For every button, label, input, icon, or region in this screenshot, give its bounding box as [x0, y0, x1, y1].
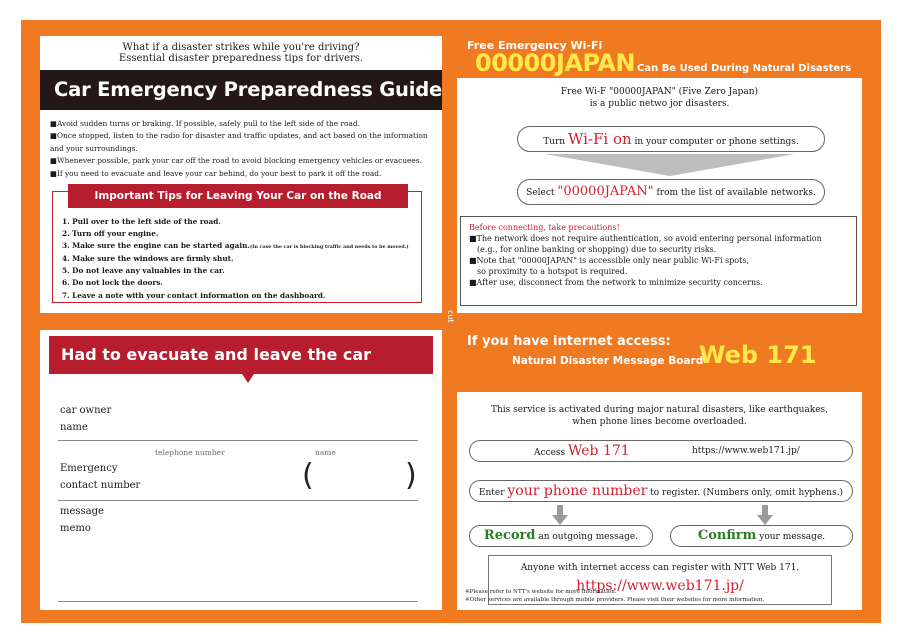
contact-name-label: name — [315, 448, 336, 457]
telephone-number-label: telephone number — [155, 448, 225, 457]
guide-title: Car Emergency Preparedness Guide — [40, 70, 442, 110]
precaution-item: ■The network does not require authentication, so avoid entering personal information — [469, 234, 822, 243]
bullet-item: ■Whenever possible, park your car off the road to avoid blocking emergency vehicles or evacuees. — [50, 156, 422, 166]
precaution-item: ■After use, disconnect from the network to minimize security concerns. — [469, 278, 763, 287]
record-step: Record an outgoing message. — [469, 525, 653, 547]
down-arrow-icon — [552, 515, 568, 525]
wifi-header-tail: Can Be Used During Natural Disasters — [637, 63, 852, 74]
down-arrow-icon — [757, 515, 773, 525]
enter-step: Enter your phone number to register. (Numbers only, omit hyphens.) — [469, 480, 853, 502]
tip-item: 5. Do not leave any valuables in the car. — [62, 266, 225, 276]
tip-item: 3. Make sure the engine can be started again.(In case the car is blocking traffic and needs to be moved.) — [62, 241, 409, 251]
web171-intro: This service is activated during major natural disasters, like earthquakes, when phone lines become overloaded. — [490, 405, 829, 427]
paren-open: ( — [302, 458, 314, 493]
wifi-step-1: Turn Wi-Fi on in your computer or phone settings. — [517, 126, 825, 152]
evacuation-note-panel — [40, 330, 442, 610]
wifi-intro: Free Wi-F "00000JAPAN" (Five Zero Japan) is a public netwo jor disasters. — [560, 87, 759, 109]
access-step: Access Web 171 https://www.web171.jp/ — [469, 440, 853, 462]
confirm-step: Confirm your message. — [670, 525, 853, 547]
bullet-item: ■Avoid sudden turns or braking. If possible, safely pull to the left side of the road. — [50, 119, 360, 128]
ntt-url: https://www.web171.jp/ — [576, 578, 744, 594]
tips-list — [62, 216, 409, 302]
web171-header-title: Web 171 — [699, 341, 817, 369]
cut-mark: cut — [446, 310, 455, 323]
owner-label: car owner name — [60, 405, 112, 433]
precaution-item: (e.g., for online banking or shopping) due to security risks. — [477, 245, 717, 254]
emergency-line — [58, 500, 418, 501]
tip-item: 1. Pull over to the left side of the road. — [62, 217, 221, 226]
wifi-header-small: Free Emergency Wi-Fi — [467, 39, 603, 52]
emergency-contact-label: Emergency contact number — [60, 463, 141, 491]
message-label: message memo — [60, 506, 104, 534]
paren-close: ) — [405, 458, 417, 493]
down-arrow-stem — [762, 505, 768, 515]
access-url: https://www.web171.jp/ — [692, 446, 800, 456]
web171-panel — [457, 330, 862, 610]
car-guide-panel — [40, 36, 442, 313]
guide-bullets — [40, 110, 442, 180]
bullet-item: ■Once stopped, listen to the radio for disaster and traffic updates, and act based on the information and your surroundings. — [50, 131, 428, 153]
precaution-box — [460, 216, 857, 306]
web171-header-b: Natural Disaster Message Board — [512, 355, 704, 367]
wifi-panel — [457, 36, 862, 313]
tip-item: 7. Leave a note with your contact information on the dashboard. — [62, 290, 326, 300]
tip-item: 4. Make sure the windows are firmly shut. — [62, 254, 234, 264]
owner-line — [58, 440, 418, 441]
web171-header — [457, 330, 862, 392]
wifi-ssid-title: 00000JAPAN — [475, 49, 636, 77]
tip-item: 6. Do not lock the doors. — [62, 278, 163, 288]
precaution-title: Before connecting, take precautions! — [469, 223, 620, 232]
wifi-step-2: Select "00000JAPAN" from the list of available networks. — [517, 179, 825, 205]
tip-note: (In case the car is blocking traffic and needs to be moved.) — [250, 244, 409, 251]
title-pointer — [242, 374, 254, 383]
tip-item: 2. Turn off your engine. — [62, 229, 159, 239]
bullet-item: ■If you need to evacuate and leave your car behind, do your best to park it off the road. — [50, 168, 382, 178]
step-arrow — [545, 154, 795, 176]
web171-header-a: If you have internet access: — [467, 334, 671, 349]
evacuation-title: Had to evacuate and leave the car behind — [49, 336, 433, 374]
tips-title: Important Tips for Leaving Your Car on the Road — [68, 184, 408, 208]
flyer-sheet — [21, 20, 881, 623]
down-arrow-stem — [557, 505, 563, 515]
precaution-item: ■Note that "00000JAPAN" is accessible only near public Wi-Fi spots, — [469, 256, 749, 265]
guide-intro: What if a disaster strikes while you're driving? Essential disaster preparedness tips for drivers. — [118, 42, 364, 64]
precaution-item: so proximity to a hotspot is required. — [477, 267, 628, 276]
footnote-2: ※Other services are available through mobile providers. Please visit their websites for more information. — [465, 597, 765, 603]
wifi-header — [457, 36, 862, 78]
message-line — [58, 601, 418, 602]
ntt-line: Anyone with internet access can register with NTT Web 171. — [520, 563, 800, 573]
footnote-1: ※Please refer to NTT's website for more information. — [465, 589, 617, 595]
